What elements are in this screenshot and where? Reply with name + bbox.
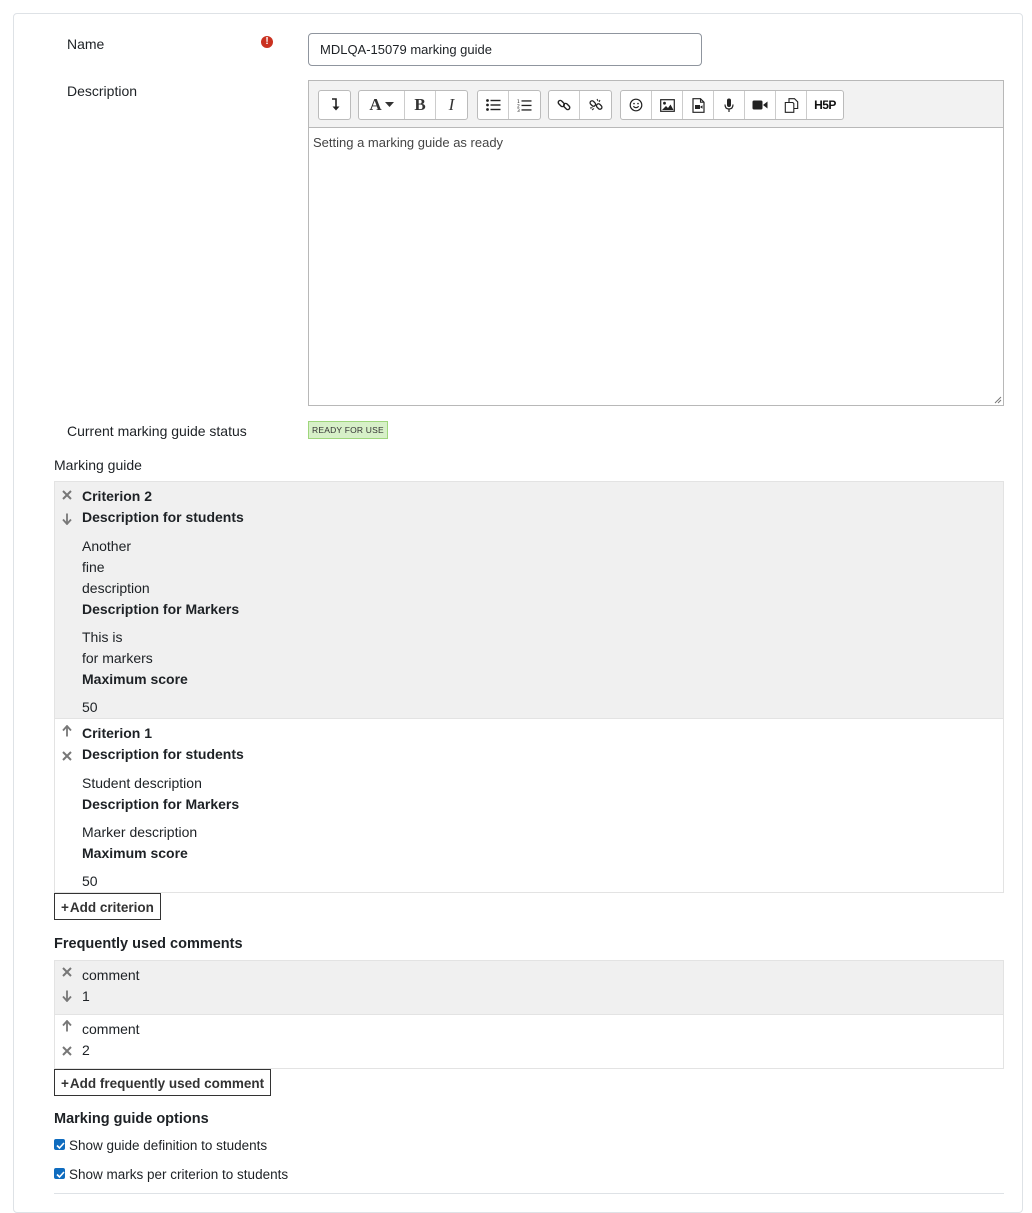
unordered-list-button[interactable] [478,91,509,119]
toolbar-toggle-button[interactable] [319,91,350,119]
image-icon [660,99,675,112]
svg-text:1: 1 [517,99,520,105]
resize-grip-icon [993,395,1002,404]
font-style-button[interactable] [359,91,405,119]
close-icon [62,1046,72,1056]
unlink-button[interactable] [580,91,611,119]
add-comment-label: Add frequently used comment [69,1076,265,1091]
toolbar-group-1 [318,90,351,120]
arrow-down-icon [62,513,72,525]
comment-text[interactable]: comment [82,967,140,983]
criterion-row [54,481,1004,719]
video-camera-icon [752,99,768,111]
italic-icon: I [448,95,455,114]
show-marks-label[interactable]: Show marks per criterion to students [69,1167,289,1182]
link-button[interactable] [549,91,580,119]
max-score-heading: Maximum score [82,671,188,687]
delete-criterion-button[interactable] [60,749,74,763]
status-label: Current marking guide status [67,423,247,439]
students-description-line[interactable]: Another [82,538,132,554]
criterion-row [54,718,1004,893]
arrow-up-icon [62,1020,72,1032]
comment-row [54,960,1004,1015]
comment-text[interactable]: 2 [82,1042,90,1058]
divider [54,1193,1004,1194]
markers-description-line[interactable]: Marker description [82,824,198,840]
checkmark-icon [55,1169,66,1180]
close-icon [62,751,72,761]
toolbar-toggle-icon [329,98,341,112]
students-description-heading: Description for students [82,746,244,762]
svg-text:3: 3 [517,108,520,112]
options-heading: Marking guide options [54,1111,209,1127]
show-definition-checkbox[interactable] [54,1139,65,1150]
description-text: Setting a marking guide as ready [313,135,504,150]
name-input[interactable] [308,33,702,66]
toolbar-group-3 [477,90,541,120]
checkmark-icon [55,1140,66,1151]
bold-icon: B [414,95,426,114]
move-up-button[interactable] [60,1019,74,1033]
markers-description-line[interactable]: for markers [82,650,153,666]
delete-comment-button[interactable] [60,965,74,979]
arrow-up-icon [62,725,72,737]
unlink-icon [589,98,603,112]
delete-comment-button[interactable] [60,1044,74,1058]
status-badge: READY FOR USE [308,421,388,439]
media-file-icon [692,98,705,113]
comment-text[interactable]: comment [82,1021,140,1037]
max-score-heading: Maximum score [82,845,188,861]
image-button[interactable] [652,91,683,119]
caret-down-icon [385,102,394,108]
ordered-list-icon [517,99,532,112]
name-label: Name [67,36,105,52]
marking-guide-label: Marking guide [54,457,142,473]
font-style-icon: A [369,95,382,114]
max-score-value[interactable]: 50 [82,699,98,715]
move-down-button[interactable] [60,512,74,526]
comments-heading: Frequently used comments [54,936,243,952]
link-icon [557,98,571,112]
manage-files-button[interactable] [776,91,807,119]
toolbar-group-5 [620,90,844,120]
students-description-heading: Description for students [82,509,244,525]
show-marks-checkbox[interactable] [54,1168,65,1179]
microphone-icon [724,98,734,113]
arrow-down-icon [62,990,72,1002]
bold-button[interactable] [405,91,436,119]
criterion-name[interactable]: Criterion 1 [82,725,153,741]
record-video-button[interactable] [745,91,776,119]
ordered-list-button[interactable] [509,91,540,119]
add-criterion-label: Add criterion [69,900,154,915]
unordered-list-icon [486,99,501,111]
students-description-line[interactable]: fine [82,559,105,575]
markers-description-heading: Description for Markers [82,796,240,812]
students-description-line[interactable]: Student description [82,775,202,791]
students-description-line[interactable]: description [82,580,150,596]
description-label: Description [67,83,138,99]
plus-icon: + [61,1076,69,1091]
emoji-button[interactable] [621,91,652,119]
toolbar-group-2 [358,90,468,120]
markers-description-heading: Description for Markers [82,601,240,617]
comment-row [54,1014,1004,1069]
show-definition-label[interactable]: Show guide definition to students [69,1138,268,1153]
copy-files-icon [784,98,799,113]
italic-button[interactable] [436,91,467,119]
h5p-button[interactable] [807,91,843,119]
add-criterion-button[interactable] [54,893,161,920]
max-score-value[interactable]: 50 [82,873,98,889]
delete-criterion-button[interactable] [60,488,74,502]
criterion-name[interactable]: Criterion 2 [82,488,153,504]
comment-text[interactable]: 1 [82,988,90,1004]
markers-description-line[interactable]: This is [82,629,123,645]
emoji-icon [629,98,643,112]
move-down-button[interactable] [60,989,74,1003]
required-icon: ! [261,36,273,48]
media-button[interactable] [683,91,714,119]
description-editor[interactable] [308,127,1004,406]
move-up-button[interactable] [60,724,74,738]
svg-text:2: 2 [517,104,520,109]
editor-toolbar [308,80,1004,128]
plus-icon: + [61,900,69,915]
close-icon [62,967,72,977]
close-icon [62,490,72,500]
add-comment-button[interactable] [54,1069,271,1096]
record-audio-button[interactable] [714,91,745,119]
h5p-icon: H5P [814,98,836,112]
toolbar-group-4 [548,90,612,120]
